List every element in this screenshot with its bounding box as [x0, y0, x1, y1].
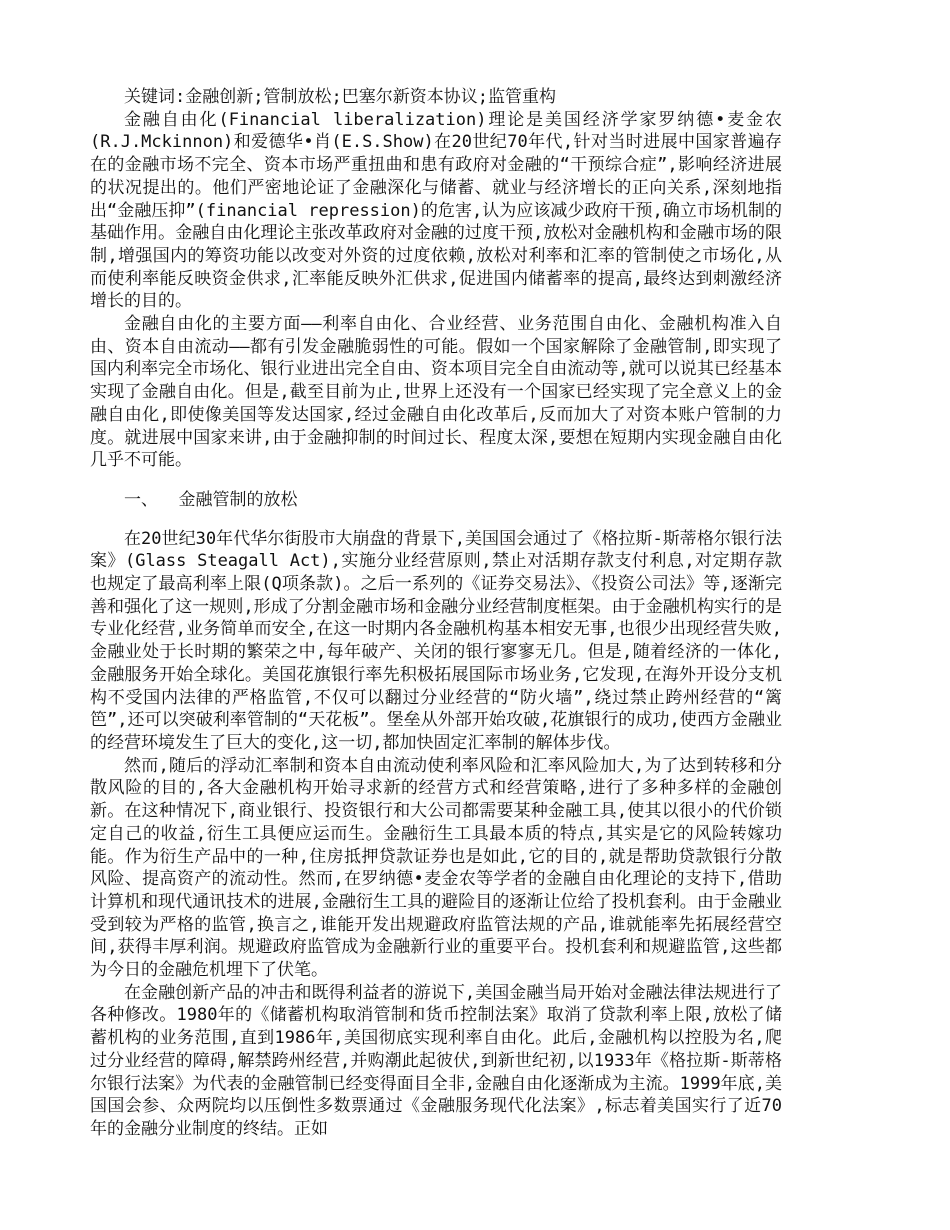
section-heading: 一、 金融管制的放松 — [124, 489, 298, 510]
keywords-line: 关键词:金融创新;管制放松;巴塞尔新资本协议;监管重构 — [124, 87, 556, 107]
body-paragraph-3: 在金融创新产品的冲击和既得利益者的游说下,美国金融当局开始对金融法律法规进行了各种修改。1980年的《储蓄机构取消管制和货币控制法案》取消了贷款利率上限,放松了储蓄机构的业务范围,直到1986年,美国彻底实现利率自由化。此后,金融机构以控股为名,爬过分业经营的障碍,解禁跨州经营,并购潮此起彼伏,到新世纪初,以1933年《格拉斯-斯蒂格尔银行法案》为代表的金融管制已经变得面目全非,金融自由化逐渐成为主流。1999年底,美国国会参、众两院均以压倒性多数票通过《金融服务现代化法案》,标志着美国实行了近70年的金融分业制度的终结。正如 — [90, 982, 782, 1139]
intro-paragraph-2: 金融自由化的主要方面——利率自由化、合业经营、业务范围自由化、金融机构准入自由、资本自由流动——都有引发金融脆弱性的可能。假如一个国家解除了金融管制,即实现了国内利率完全市场化、银行业进出完全自由、资本项目完全自由流动等,就可以说其已经基本实现了金融自由化。但是,截至目前为止,世界上还没有一个国家已经实现了完全意义上的金融自由化,即使像美国等发达国家,经过金融自由化改革后,反而加大了对资本账户管制的力度。就进展中国家来讲,由于金融抑制的时间过长、程度太深,要想在短期内实现金融自由化几乎不可能。 — [90, 314, 782, 471]
intro-paragraph-1: 金融自由化(Financial liberalization)理论是美国经济学家罗纳德•麦金农(R.J.Mckinnon)和爱德华•肖(E.S.Show)在20世纪70年代,针对当时进展中国家普遍存在的金融市场不完全、资本市场严重扭曲和患有政府对金融的“干预综合症”,影响经济进展的状况提出的。他们严密地论证了金融深化与储蓄、就业与经济增长的正向关系,深刻地指出“金融压抑”(financial repression)的危害,认为应该减少政府干预,确立市场机制的基础作用。金融自由化理论主张改革政府对金融的过度干预,放松对金融机构和金融市场的限制,增强国内的筹资功能以改变对外资的过度依赖,放松对利率和汇率的管制使之市场化,从而使利率能反映资金供求,汇率能反映外汇供求,促进国内储蓄率的提高,最终达到刺激经济增长的目的。 — [90, 109, 782, 312]
body-paragraph-2: 然而,随后的浮动汇率制和资本自由流动使利率风险和汇率风险加大,为了达到转移和分散风险的目的,各大金融机构开始寻求新的经营方式和经营策略,进行了多种多样的金融创新。在这种情况下,商业银行、投资银行和大公司都需要某种金融工具,使其以很小的代价锁定自己的收益,衍生工具便应运而生。金融衍生工具最本质的特点,其实是它的风险转嫁功能。作为衍生产品中的一种,住房抵押贷款证券也是如此,它的目的,就是帮助贷款银行分散风险、提高资产的流动性。然而,在罗纳德•麦金农等学者的金融自由化理论的支持下,借助计算机和现代通讯技术的进展,金融衍生工具的避险目的逐渐让位给了投机套利。由于金融业受到较为严格的监管,换言之,谁能开发出规避政府监管法规的产品,谁就能率先拓展经营空间,获得丰厚利润。规避政府监管成为金融新行业的重要平台。投机套利和规避监管,这些都为今日的金融危机埋下了伏笔。 — [90, 755, 782, 981]
document-page — [90, 86, 782, 1141]
body-paragraph-1: 在20世纪30年代华尔街股市大崩盘的背景下,美国国会通过了《格拉斯-斯蒂格尔银行法案》(Glass Steagall Act),实施分业经营原则,禁止对活期存款支付利息,对定期存款也规定了最高利率上限(Q项条款)。之后一系列的《证券交易法》、《投资公司法》等,逐渐完善和强化了这一规则,形成了分割金融市场和金融分业经营制度框架。由于金融机构实行的是专业化经营,业务简单而安全,在这一时期内各金融机构基本相安无事,也很少出现经营失败,金融业处于长时期的繁荣之中,每年破产、关闭的银行寥寥无几。但是,随着经济的一体化,金融服务开始全球化。美国花旗银行率先积极拓展国际市场业务,它发现,在海外开设分支机构不受国内法律的严格监管,不仅可以翻过分业经营的“防火墙”,绕过禁止跨州经营的“篱笆”,还可以突破利率管制的“天花板”。堡垒从外部开始攻破,花旗银行的成功,使西方金融业的经营环境发生了巨大的变化,这一切,都加快固定汇率制的解体步伐。 — [90, 528, 782, 753]
